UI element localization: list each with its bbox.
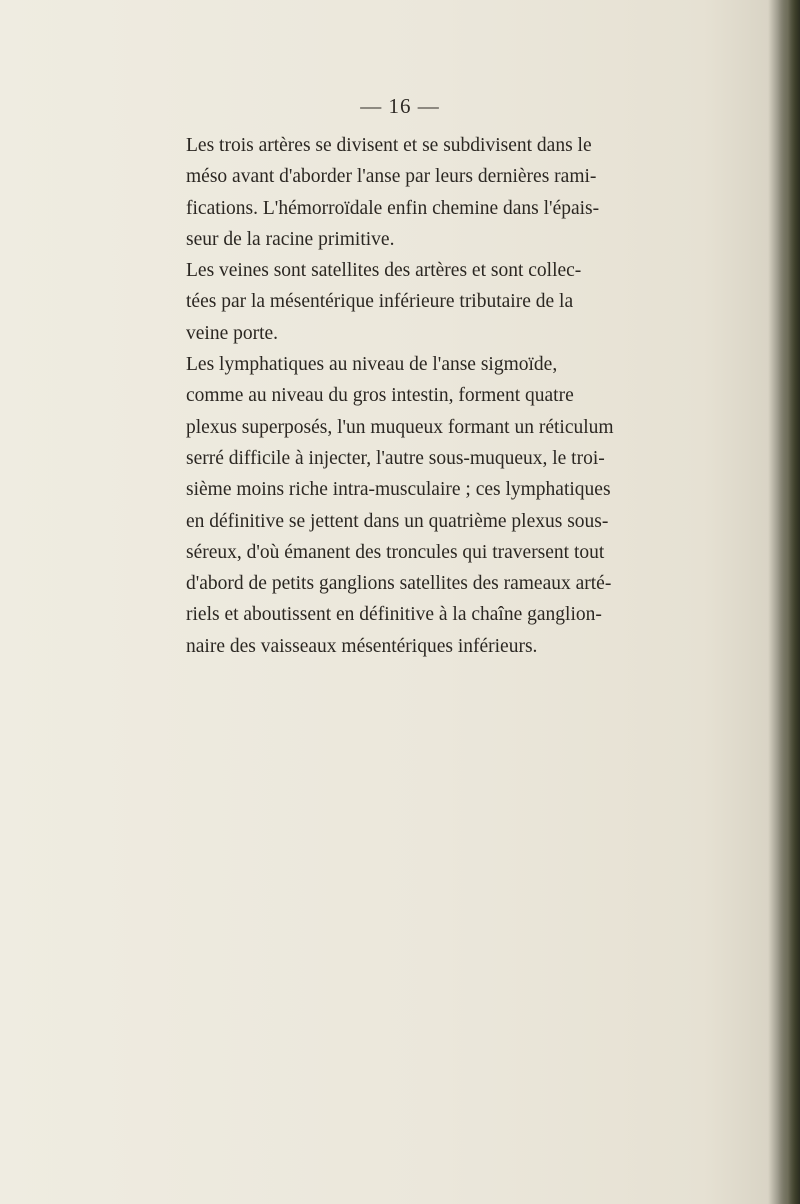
- text-line: Les veines sont satellites des artères et sont collec-: [186, 260, 582, 282]
- text-line: Les trois artères se divisent et se subdivisent dans le: [186, 135, 592, 156]
- page-number: — 16 —: [360, 94, 440, 118]
- paragraph-veins: [155, 255, 695, 349]
- text-line: séreux, d'où émanent des troncules qui traversent tout: [186, 541, 605, 563]
- text-line: tées par la mésentérique inférieure tributaire de la: [186, 291, 574, 313]
- text-line: Les lymphatiques au niveau de l'anse sigmoïde,: [186, 354, 558, 376]
- paragraph-arteries: [155, 130, 695, 255]
- page-edge-shadow: [778, 0, 800, 1204]
- body-text: [155, 130, 695, 662]
- text-line: serré difficile à injecter, l'autre sous-muqueux, le troi-: [186, 447, 605, 469]
- text-line: fications. L'hémorroïdale enfin chemine dans l'épais-: [186, 197, 600, 219]
- text-line: méso avant d'aborder l'anse par leurs dernières rami-: [186, 166, 597, 188]
- text-line: en définitive se jettent dans un quatrième plexus sous-: [186, 510, 609, 532]
- text-line: comme au niveau du gros intestin, forment quatre: [186, 385, 574, 407]
- text-line: d'abord de petits ganglions satellites des rameaux arté-: [186, 573, 612, 595]
- text-line: plexus superposés, l'un muqueux formant un réticulum: [186, 416, 614, 438]
- text-line: naire des vaisseaux mésentériques inférieurs.: [186, 635, 538, 657]
- text-line: sième moins riche intra-musculaire ; ces lymphatiques: [186, 479, 611, 501]
- paragraph-lymphatics: [155, 349, 695, 662]
- text-line: seur de la racine primitive.: [186, 228, 395, 250]
- text-line: veine porte.: [186, 322, 279, 344]
- text-line: riels et aboutissent en définitive à la chaîne ganglion-: [186, 604, 602, 626]
